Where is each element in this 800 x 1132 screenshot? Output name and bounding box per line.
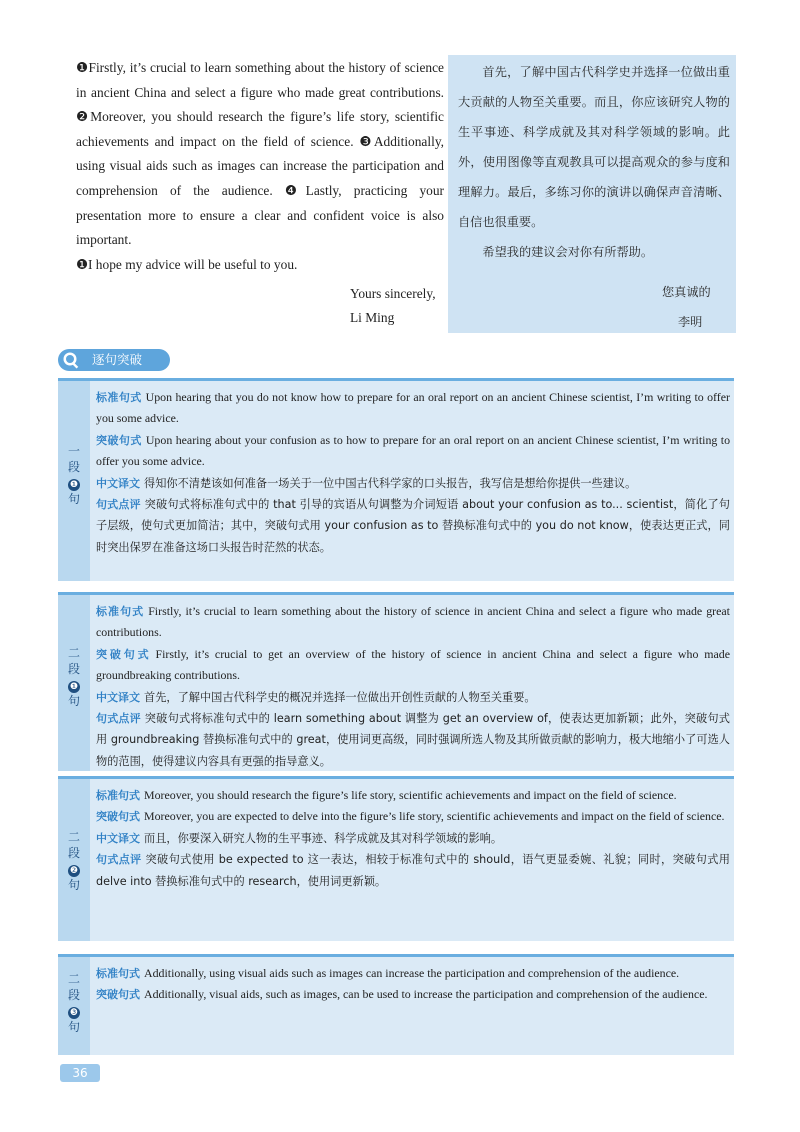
- comment-tag: 句式点评: [96, 712, 141, 726]
- standard-tag: 标准句式: [96, 391, 142, 404]
- side-number-badge: ❶: [69, 682, 79, 692]
- english-letter-wish: ❶I hope my advice will be useful to you.: [76, 256, 298, 272]
- side-sentence: 句: [67, 694, 80, 708]
- english-letter: [76, 56, 444, 325]
- english-signature: Li Ming: [350, 310, 395, 325]
- chinese-translation: 得知你不清楚该如何准备一场关于一位中国古代科学家的口头报告，我写信是想给你提供一些建议。: [144, 476, 637, 490]
- standard-sentence-row: [96, 785, 730, 806]
- chinese-tag: 中文译文: [96, 690, 140, 704]
- card-content: [96, 387, 730, 558]
- breakthrough-sentence-row: [96, 430, 730, 473]
- breakthrough-sentence: Firstly, it’s crucial to get an overview of the history of science in ancient China and select a figure who made groundbreaking contributions.: [96, 646, 730, 683]
- sentence-card-1: [58, 378, 734, 581]
- side-number-badge: ❸: [69, 1008, 79, 1018]
- standard-sentence-row: [96, 387, 730, 430]
- sentence-card-2: [58, 592, 734, 771]
- breakthrough-sentence: Additionally, visual aids, such as images, can be used to increase the participation and comprehension of the audience.: [144, 987, 708, 1002]
- chinese-tag: 中文译文: [96, 831, 140, 845]
- comment-row: [96, 849, 730, 892]
- breakthrough-tag: 突破句式: [96, 433, 142, 447]
- card-side-label: [64, 443, 84, 507]
- standard-sentence: Moreover, you should research the figure’s life story, scientific achievements and impact on the field of science.: [144, 788, 677, 802]
- standard-tag: 标准句式: [96, 605, 145, 618]
- standard-sentence-row: [96, 601, 730, 644]
- section-title: 逐句突破: [92, 352, 143, 367]
- chinese-letter-paragraph: 首先，了解中国古代科学史并选择一位做出重大贡献的人物至关重要。而且，你应该研究人物的生平事迹、科学成就及其对科学领域的影响。此外，使用图像等直观教具可以提高观众的参与度和理解力。最后，多练习你的演讲以确保声音清晰、自信也很重要。: [458, 65, 730, 229]
- chinese-tag: 中文译文: [96, 476, 140, 490]
- comment-tag: 句式点评: [96, 853, 142, 867]
- sentence-card-4: [58, 954, 734, 1055]
- english-letter-paragraph: ❶Firstly, it’s crucial to learn something about the history of science in ancient China and select a figure who made great contributions. ❷Moreover, you should research the figure’s life story, scientific achievements and impact on the field of science. ❸Additionally, using visual aids such as images can increase the participation and comprehension of the audience. ❹Lastly, practicing your presentation more to ensure a clear and confident voice is also important.: [76, 60, 444, 248]
- standard-sentence-row: [96, 963, 730, 984]
- chinese-translation: 而且，你要深入研究人物的生平事迹、科学成就及其对科学领域的影响。: [144, 831, 503, 845]
- standard-tag: 标准句式: [96, 789, 140, 802]
- english-closing: Yours sincerely,: [350, 286, 436, 301]
- breakthrough-sentence-row: [96, 984, 730, 1005]
- breakthrough-sentence-row: [96, 806, 730, 827]
- card-content: [96, 963, 730, 1006]
- breakthrough-sentence: Upon hearing about your confusion as to how to prepare for an oral report on an ancient Chinese scientist, I’m writing to offer you some advice.: [96, 432, 731, 469]
- comment-tag: 句式点评: [96, 498, 141, 512]
- breakthrough-sentence: Moreover, you are expected to delve into the figure’s life story, scientific achievements and impact on the field of science.: [144, 809, 725, 824]
- page-number: 36: [60, 1064, 100, 1082]
- chinese-translation-box: [448, 55, 736, 333]
- standard-sentence: Firstly, it’s crucial to learn something about the history of science in ancient China and select a figure who made great contributions.: [96, 604, 730, 640]
- card-side-label: [64, 829, 84, 893]
- chinese-letter-wish: 希望我的建议会对你有所帮助。: [482, 245, 654, 259]
- magnifier-icon: [62, 351, 80, 369]
- card-content: [96, 785, 730, 892]
- standard-sentence: Additionally, using visual aids such as images can increase the participation and comprehension of the audience.: [144, 966, 680, 980]
- card-side-label: [64, 971, 84, 1035]
- breakthrough-tag: 突破句式: [96, 810, 140, 824]
- side-sentence: 句: [67, 878, 80, 892]
- comment-text: 突破句式将标准句式中的 that 引导的宾语从句调整为介词短语 about your confusion as to... scientist，简化了句子层级，使句式更加简洁；其中，突破句式用 your confusion as to 替换标准句式中的 you do not know，使表达更正式，同时突出保罗在准备这场口头报告时茫然的状态。: [96, 498, 730, 554]
- side-number-badge: ❶: [69, 480, 79, 490]
- chinese-signature: 李明: [678, 315, 703, 329]
- side-paragraph: 二段: [67, 972, 80, 1002]
- comment-row: [96, 708, 730, 772]
- breakthrough-sentence-row: [96, 644, 730, 687]
- standard-tag: 标准句式: [96, 967, 140, 980]
- side-sentence: 句: [67, 492, 80, 506]
- chinese-closing: 您真诚的: [662, 285, 711, 299]
- card-side-label: [64, 645, 84, 709]
- chinese-translation: 首先，了解中国古代科学史的概况并选择一位做出开创性贡献的人物至关重要。: [144, 690, 536, 704]
- side-paragraph: 一段: [67, 444, 80, 474]
- chinese-translation-row: [96, 828, 730, 849]
- english-letter-closing-block: [350, 282, 436, 330]
- card-content: [96, 601, 730, 772]
- comment-row: [96, 494, 730, 558]
- standard-sentence: Upon hearing that you do not know how to prepare for an oral report on an ancient Chinese scientist, I’m writing to offer you some advice.: [96, 390, 730, 426]
- sentence-card-3: [58, 776, 734, 941]
- side-sentence: 句: [67, 1020, 80, 1034]
- chinese-letter-body: [458, 57, 730, 267]
- comment-text: 突破句式将标准句式中的 learn something about 调整为 get an overview of，使表达更加新颖；此外，突破句式用 groundbreaking 替换标准句式中的 great，使用词更高级，同时强调所选人物及其所做贡献的影响力，极大地缩小了可选人物的范围，使得建议内容具有更强的指导意义。: [96, 712, 730, 768]
- breakthrough-tag: 突破句式: [96, 647, 152, 661]
- comment-text: 突破句式使用 be expected to 这一表达，相较于标准句式中的 should，语气更显委婉、礼貌；同时，突破句式用 delve into 替换标准句式中的 research，使用词更新颖。: [96, 853, 730, 888]
- chinese-translation-row: [96, 473, 730, 494]
- breakthrough-tag: 突破句式: [96, 988, 140, 1002]
- side-number-badge: ❷: [69, 866, 79, 876]
- section-header: [58, 349, 170, 371]
- side-paragraph: 二段: [67, 646, 80, 676]
- chinese-translation-row: [96, 687, 730, 708]
- side-paragraph: 二段: [67, 830, 80, 860]
